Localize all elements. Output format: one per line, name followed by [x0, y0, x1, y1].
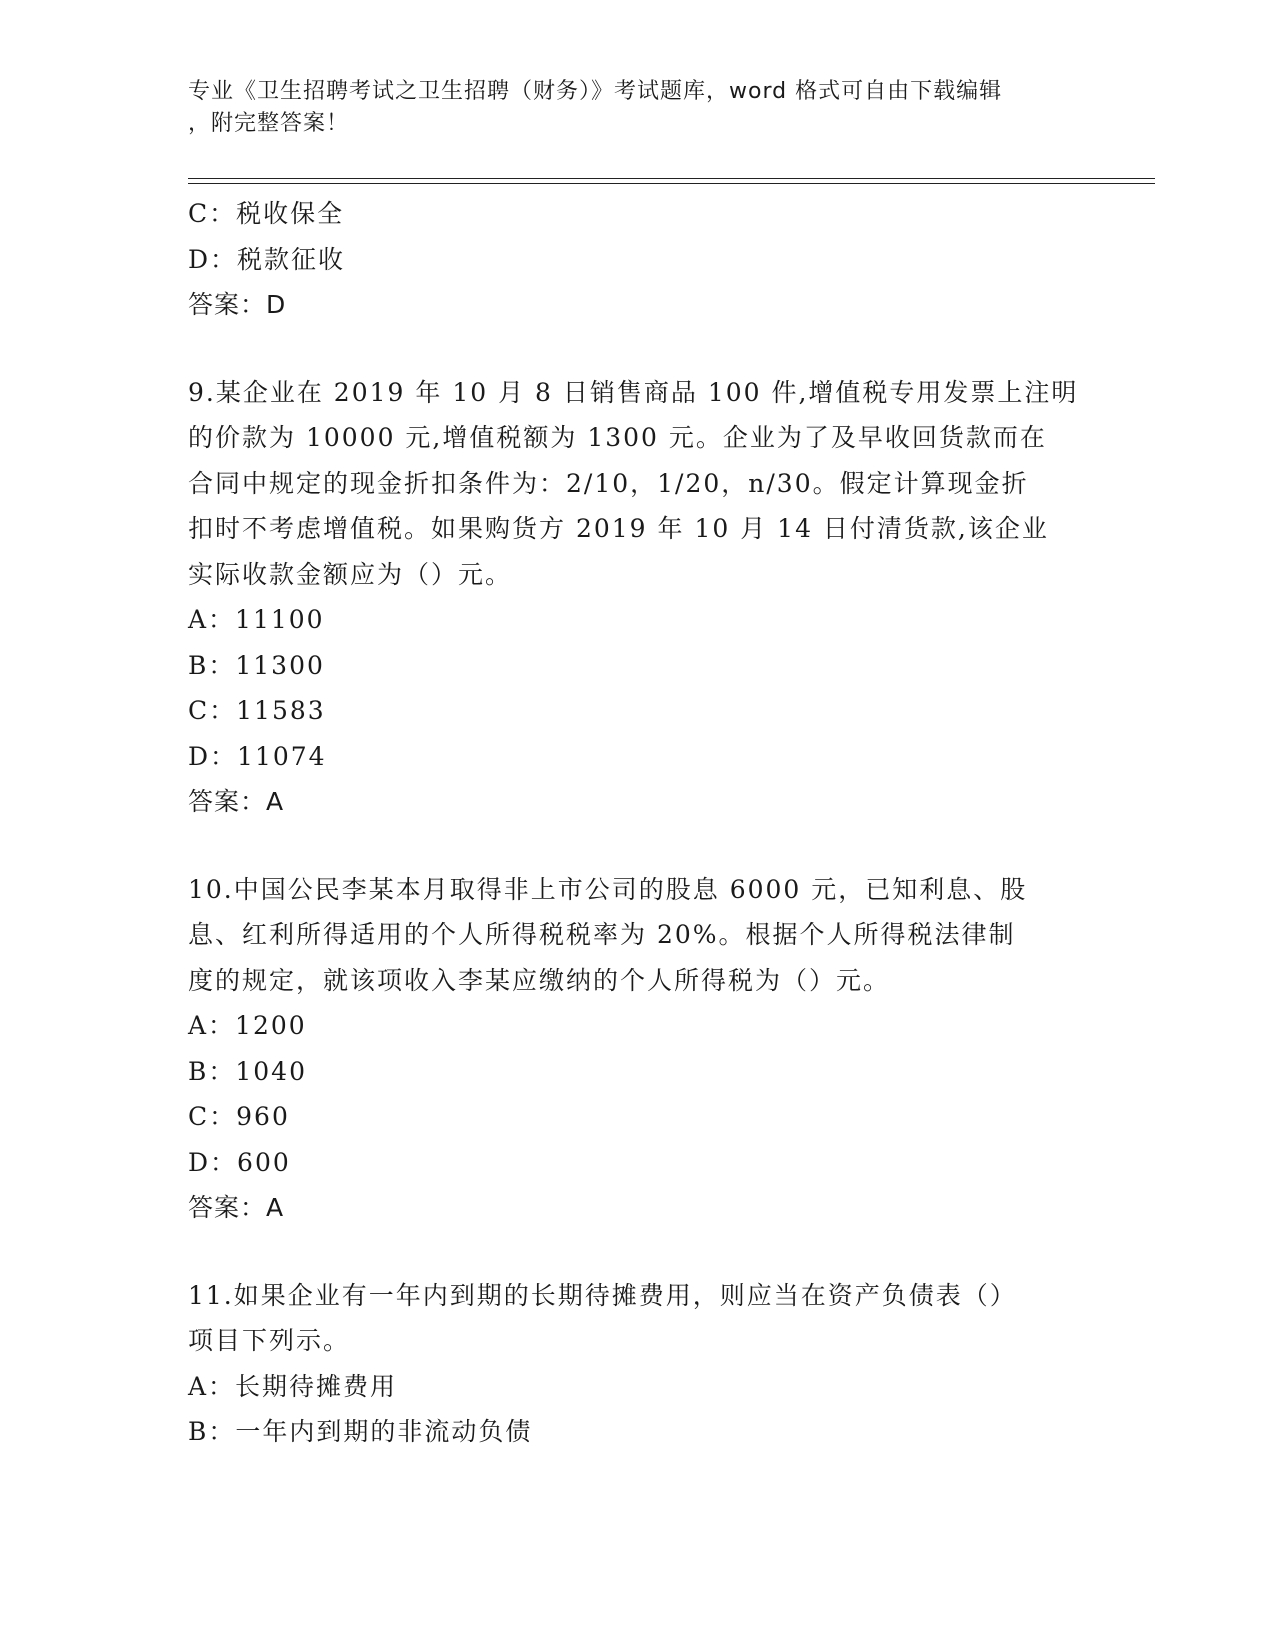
- question-stem-line: 实际收款金额应为（）元。: [188, 559, 513, 589]
- spacer: [188, 328, 1078, 370]
- option-c: C：税收保全: [188, 199, 345, 228]
- option-d: D：11074: [188, 741, 327, 771]
- option-d: D：600: [188, 1147, 291, 1177]
- option-a: A：1200: [188, 1011, 307, 1040]
- question-stem-line: 的价款为 10000 元,增值税额为 1300 元。企业为了及早收回货款而在: [188, 423, 1047, 452]
- page-header: [188, 76, 1068, 140]
- option-b: B：1040: [188, 1056, 307, 1086]
- header-divider-bottom: [188, 183, 1155, 184]
- option-a: A：11100: [188, 605, 325, 634]
- answer-line: 答案：A: [188, 787, 285, 816]
- carryover-question: [188, 191, 1078, 328]
- question-stem-line: 扣时不考虑增值税。如果购货方 2019 年 10 月 14 日付清货款,该企业: [188, 514, 1049, 543]
- question-9: [188, 370, 1078, 825]
- option-c: C：11583: [188, 696, 326, 725]
- option-d: D：税款征收: [188, 244, 346, 274]
- header-line-1: 专业《卫生招聘考试之卫生招聘（财务）》考试题库，word 格式可自由下载编辑: [188, 79, 1003, 104]
- question-stem-line: 项目下列示。: [188, 1326, 351, 1355]
- question-stem-line: 度的规定，就该项收入李某应缴纳的个人所得税为（）元。: [188, 965, 891, 995]
- option-b: B：11300: [188, 650, 325, 680]
- question-stem-line: 11.如果企业有一年内到期的长期待摊费用，则应当在资产负债表（）: [188, 1280, 1017, 1310]
- question-stem-line: 息、红利所得适用的个人所得税税率为 20%。根据个人所得税法律制: [188, 920, 1016, 949]
- header-line-2: ，附完整答案！: [188, 111, 350, 136]
- option-c: C：960: [188, 1102, 290, 1131]
- option-b: B：一年内到期的非流动负债: [188, 1417, 533, 1446]
- question-stem-line: 10.中国公民李某本月取得非上市公司的股息 6000 元，已知利息、股: [188, 874, 1028, 904]
- answer-line: 答案：A: [188, 1193, 285, 1222]
- question-stem-line: 9.某企业在 2019 年 10 月 8 日销售商品 100 件,增值税专用发票上注明: [188, 377, 1079, 407]
- spacer: [188, 825, 1078, 867]
- spacer: [188, 1231, 1078, 1273]
- answer-line: 答案：D: [188, 290, 287, 319]
- question-stem-line: 合同中规定的现金折扣条件为：2/10，1/20，n/30。假定计算现金折: [188, 468, 1029, 498]
- header-divider-top: [188, 178, 1155, 179]
- question-11: [188, 1273, 1078, 1455]
- option-a: A：长期待摊费用: [188, 1371, 398, 1401]
- document-body: [188, 191, 1078, 1455]
- question-10: [188, 867, 1078, 1231]
